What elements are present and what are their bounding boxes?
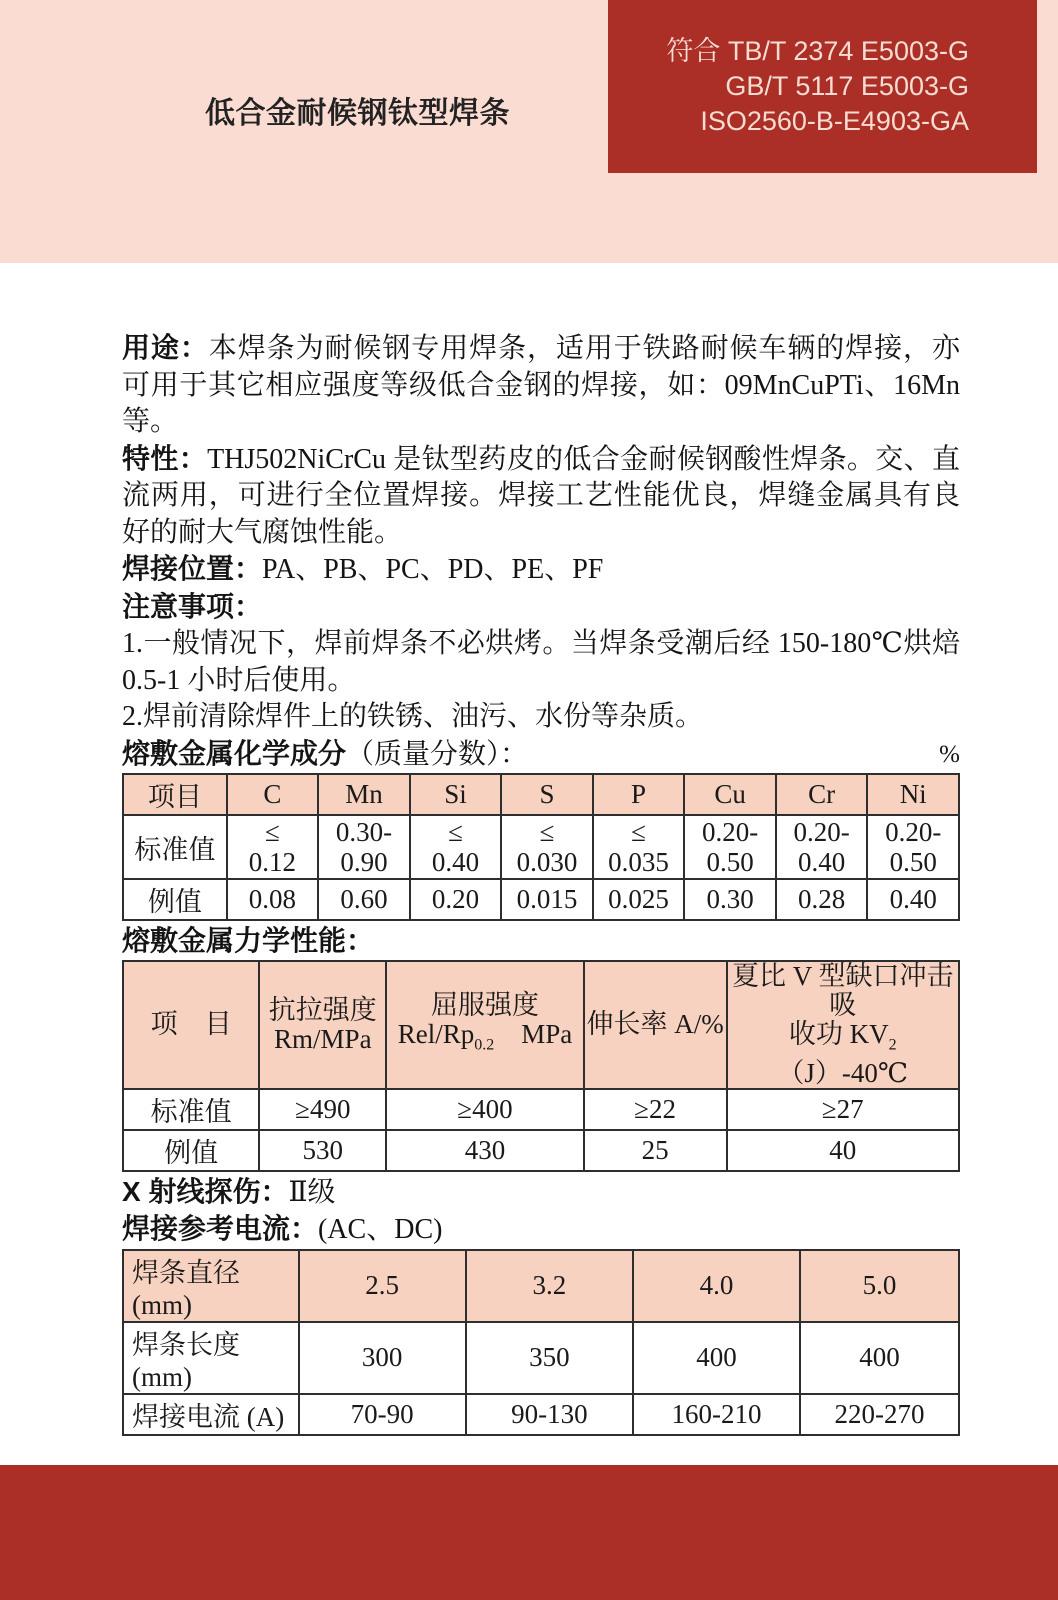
chem-std-cell: 0.30- 0.90 [318,815,410,879]
feature-text: THJ502NiCrCu 是钛型药皮的低合金耐候钢酸性焊条。交、直流两用，可进行全位置焊接。焊接工艺性能优良，焊缝金属具有良好的耐大气腐蚀性能。 [122,443,960,548]
note-2: 2.焊前清除焊件上的铁锈、油污、水份等杂质。 [122,701,704,732]
mechanical-properties-table [122,960,960,1172]
mech-col-tensile: 抗拉强度 Rm/MPa [259,961,386,1089]
chem-heading-rest: （质量分数）： [346,738,529,770]
current-length-row [123,1322,959,1394]
welding-position-label: 焊接位置： [122,553,263,584]
chem-example-row [123,879,959,920]
chem-row-label: 标准值 [123,815,227,879]
feature-label: 特性： [122,442,208,474]
mech-example-cell: 25 [584,1130,727,1171]
chem-example-cell: 0.60 [318,879,410,920]
chem-col-header: Ni [867,774,959,815]
chem-col-header: Si [410,774,502,815]
chem-col-header: Cu [684,774,776,815]
mech-col-item: 项 目 [123,961,259,1089]
chem-heading-bold: 熔敷金属化学成分 [122,737,347,769]
xray-value: Ⅱ级 [288,1176,336,1208]
current-amperage-value: 70-90 [299,1394,466,1435]
current-length-value: 300 [299,1322,466,1394]
current-heading-rest: (AC、DC) [318,1214,443,1246]
chem-col-header: Mn [318,774,410,815]
chem-example-cell: 0.30 [684,879,776,920]
current-diameter-value: 3.2 [466,1250,633,1322]
current-length-value: 400 [633,1322,800,1394]
current-amperage-value: 90-130 [466,1394,633,1435]
chem-example-cell: 0.08 [227,879,319,920]
current-diameter-value: 2.5 [299,1250,466,1322]
mech-std-cell: ≥22 [584,1089,727,1130]
chem-std-cell: 0.20- 0.40 [776,815,868,879]
chem-heading [122,736,528,774]
current-length-label: 焊条长度(mm) [123,1322,299,1394]
notes-label: 注意事项： [122,590,263,622]
current-diameter-value: 4.0 [633,1250,800,1322]
current-amperage-row [123,1394,959,1435]
mech-standard-row [123,1089,959,1130]
chem-col-header: Cr [776,774,868,815]
chem-col-header: S [501,774,593,815]
mech-std-cell: ≥490 [259,1089,386,1130]
current-heading [122,1211,960,1249]
usage-paragraph [122,330,960,441]
chem-example-cell: 0.20 [410,879,502,920]
chem-std-cell: ≤ 0.030 [501,815,593,879]
mech-heading: 熔敷金属力学性能： [122,925,375,956]
mech-col-charpy: 夏比 V 型缺口冲击吸 收功 $KV_2(J)-40℃$ [727,961,959,1089]
chemical-composition-table [122,773,960,921]
note-1: 1.一般情况下，焊前焊条不必烘烤。当焊条受潮后经 150-180℃烘焙 0.5-1 小时后使用。 [122,628,960,696]
welding-position-line [122,551,960,589]
mech-example-cell: 430 [386,1130,583,1171]
mech-header-row [123,961,959,1089]
current-diameter-label: 焊条直径(mm) [123,1250,299,1322]
footer-band [0,1465,1058,1600]
mech-row-label: 标准值 [123,1089,259,1130]
mech-col-yield: 屈服强度 Rel/$Rp_{0.2}$ MPa [386,961,583,1089]
mech-col-elongation: 伸长率 A/% [584,961,727,1089]
chem-col-header: P [593,774,685,815]
main-content [122,330,960,1436]
chem-example-cell: 0.28 [776,879,868,920]
usage-label: 用途： [122,332,209,363]
current-amperage-value: 220-270 [800,1394,959,1435]
standard-line: ISO2560-B-E4903-GA [700,106,969,136]
chem-col-header: 项目 [123,774,227,815]
current-length-value: 350 [466,1322,633,1394]
standard-line: GB/T 5117 E5003-G [725,71,969,101]
chem-std-cell: 0.20- 0.50 [684,815,776,879]
page-title: 低合金耐候钢钛型焊条 [205,97,510,130]
current-length-value: 400 [800,1322,959,1394]
standard-line: 符合 TB/T 2374 E5003-G [666,36,969,66]
current-heading-bold: 焊接参考电流： [122,1213,319,1245]
chem-row-label: 例值 [123,879,227,920]
chem-example-cell: 0.40 [867,879,959,920]
mech-std-cell: ≥27 [727,1089,959,1130]
mech-std-cell: ≥400 [386,1089,583,1130]
mech-example-cell: 40 [727,1130,959,1171]
chem-std-cell: 0.20- 0.50 [867,815,959,879]
welding-current-table [122,1249,960,1436]
mech-example-cell: 530 [259,1130,386,1171]
notes-heading [122,589,960,627]
mech-example-row [123,1130,959,1171]
chem-header-row [123,774,959,815]
welding-position-values: PA、PB、PC、PD、PE、PF [262,554,604,585]
chem-example-cell: 0.015 [501,879,593,920]
current-amperage-value: 160-210 [633,1394,800,1435]
mech-row-label: 例值 [123,1130,259,1171]
chem-col-header: C [227,774,319,815]
chem-unit-percent: % [939,740,960,768]
chem-heading-row [122,736,960,774]
xray-line [122,1174,960,1212]
chem-example-cell: 0.025 [593,879,685,920]
chem-std-cell: ≤ 0.12 [227,815,319,879]
usage-text: 本焊条为耐候钢专用焊条，适用于铁路耐候车辆的焊接，亦可用于其它相应强度等级低合金钢的焊接，如：09MnCuPTi、16Mn 等。 [122,333,960,437]
xray-label: X 射线探伤： [122,1175,289,1207]
current-diameter-value: 5.0 [800,1250,959,1322]
chem-std-cell: ≤ 0.40 [410,815,502,879]
current-header-row [123,1250,959,1322]
standards-box [608,0,1037,173]
chem-std-cell: ≤ 0.035 [593,815,685,879]
current-amperage-label: 焊接电流 (A) [123,1394,299,1435]
header-banner [0,0,1058,263]
chem-standard-row [123,815,959,879]
feature-paragraph [122,441,960,552]
